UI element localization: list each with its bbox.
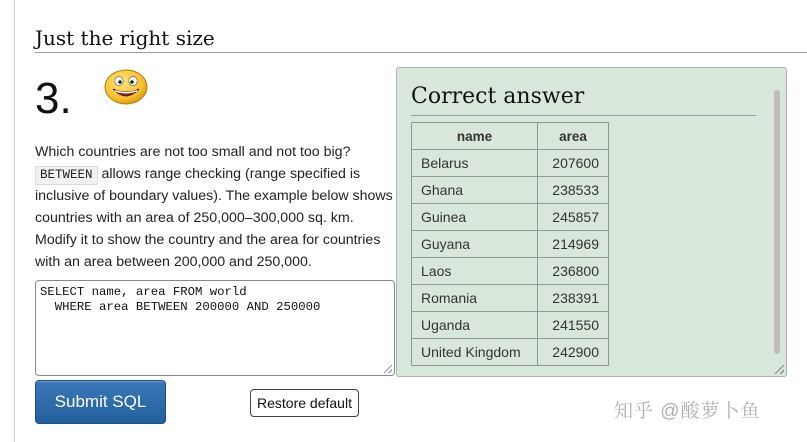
watermark: 知乎 @酸萝卜鱼: [614, 401, 761, 422]
section-title: Just the right size: [35, 26, 215, 50]
answer-table: [411, 122, 609, 366]
cell-name: Guyana: [412, 231, 538, 258]
table-row: [412, 150, 609, 177]
panel-resize-handle[interactable]: [775, 365, 784, 374]
table-row: [412, 285, 609, 312]
table-header-row: [412, 123, 609, 150]
section-divider: [35, 52, 807, 53]
cell-name: Belarus: [412, 150, 538, 177]
cell-area: 238391: [538, 285, 609, 312]
cell-name: Laos: [412, 258, 538, 285]
cell-name: Ghana: [412, 177, 538, 204]
cell-area: 241550: [538, 312, 609, 339]
column-header-area: area: [538, 123, 609, 150]
cell-area: 207600: [538, 150, 609, 177]
cell-name: Uganda: [412, 312, 538, 339]
table-row: [412, 339, 609, 366]
table-row: [412, 177, 609, 204]
table-row: [412, 312, 609, 339]
cell-area: 245857: [538, 204, 609, 231]
question-description: [35, 141, 397, 273]
cell-area: 238533: [538, 177, 609, 204]
page-left-border: [14, 0, 15, 442]
column-header-name: name: [412, 123, 538, 150]
table-row: [412, 204, 609, 231]
cell-area: 214969: [538, 231, 609, 258]
answer-title: Correct answer: [411, 84, 585, 109]
editor-resize-handle[interactable]: [384, 365, 392, 373]
cell-name: Romania: [412, 285, 538, 312]
answer-scrollbar-thumb[interactable]: [774, 90, 780, 354]
submit-sql-button[interactable]: Submit SQL: [35, 380, 166, 424]
answer-scrollbar[interactable]: [770, 70, 784, 374]
question-text-after: allows range checking (range specified is inclusive of boundary values). The example below shows countries with an area of 250,000–300,000 sq. km. Modify it to show the country and the area for countries with an area between 200,000 and 250,000.: [35, 166, 393, 270]
question-text-before: Which countries are not too small and not too big?: [35, 144, 351, 160]
table-row: [412, 258, 609, 285]
cell-name: Guinea: [412, 204, 538, 231]
correct-answer-panel: [396, 67, 787, 377]
sql-editor[interactable]: [35, 280, 395, 376]
smiley-face-icon: [104, 69, 148, 105]
cell-area: 242900: [538, 339, 609, 366]
cell-area: 236800: [538, 258, 609, 285]
between-keyword: BETWEEN: [35, 166, 98, 185]
table-row: [412, 231, 609, 258]
question-number: 3.: [35, 74, 72, 123]
restore-default-button[interactable]: Restore default: [250, 389, 359, 417]
sql-editor-text[interactable]: SELECT name, area FROM world WHERE area BETWEEN 200000 AND 250000: [40, 285, 321, 314]
answer-divider: [411, 115, 756, 116]
cell-name: United Kingdom: [412, 339, 538, 366]
